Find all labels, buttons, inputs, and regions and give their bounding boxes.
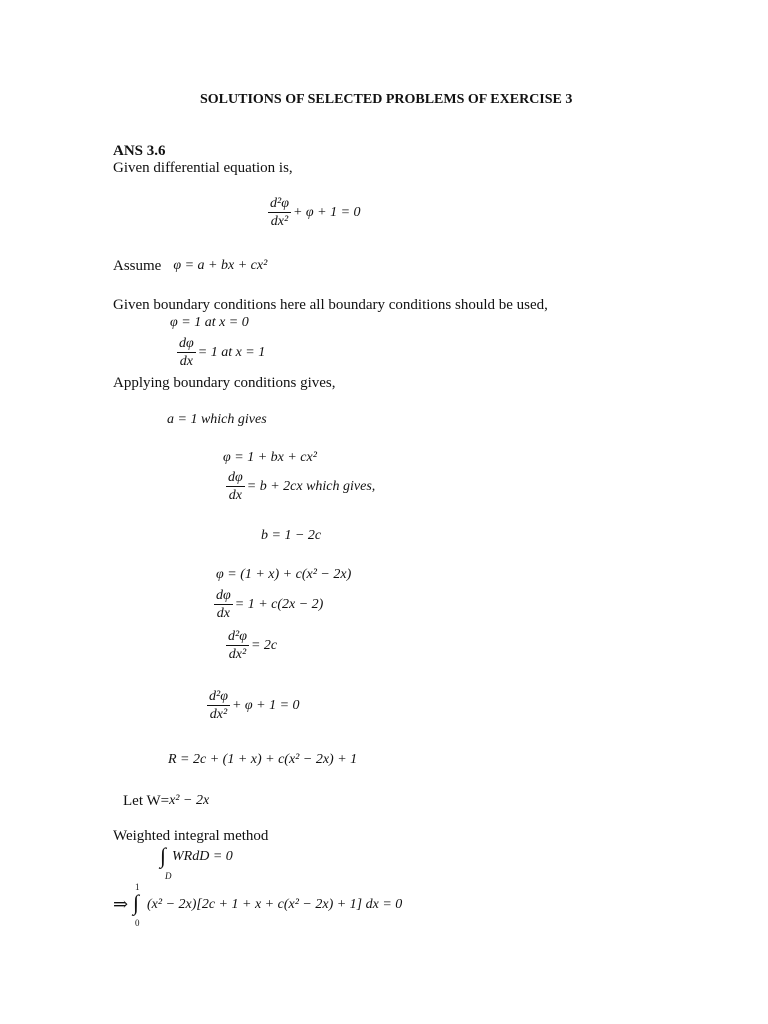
dphi1-numerator: dφ	[228, 470, 243, 485]
b-result: b = 1 − 2c	[261, 528, 322, 543]
ode-denominator: dx²	[270, 214, 289, 229]
boundary-conditions-intro: Given boundary conditions here all boundary conditions should be used,	[113, 297, 548, 313]
bc2-numerator: dφ	[179, 336, 194, 351]
assume-expression: φ = a + bx + cx²	[173, 258, 268, 273]
dphi2-denominator: dx	[216, 606, 230, 621]
intro-text: Given differential equation is,	[113, 160, 293, 176]
ode-tail: + φ + 1 = 0	[292, 204, 361, 220]
integral-lower-limit: 0	[135, 918, 140, 928]
ode2-tail: + φ + 1 = 0	[231, 697, 300, 713]
integral-sign: ∫	[160, 843, 167, 868]
weight-function-line	[123, 792, 209, 810]
assume-label: Assume	[113, 258, 162, 274]
ode2-numerator: d²φ	[209, 689, 228, 704]
first-derivative-2	[214, 588, 323, 621]
second-derivative	[226, 629, 277, 662]
weighted-integrand: WRdD = 0	[172, 849, 233, 864]
dphi1-denominator: dx	[228, 488, 242, 503]
integral-lower-domain: D	[165, 871, 172, 881]
answer-heading: ANS 3.6	[113, 143, 166, 159]
bc2-denominator: dx	[179, 354, 193, 369]
definite-integral-sign: ∫	[133, 890, 140, 915]
boundary-condition-2	[177, 336, 265, 369]
d2phi-numerator: d²φ	[228, 629, 247, 644]
phi-expression-1: φ = 1 + bx + cx²	[223, 450, 317, 465]
differential-equation-repeat	[207, 689, 300, 722]
integral-upper-limit: 1	[135, 882, 140, 892]
a-result: a = 1 which gives	[167, 412, 267, 427]
method-heading: Weighted integral method	[113, 828, 269, 844]
dphi2-numerator: dφ	[216, 588, 231, 603]
phi-expression-2: φ = (1 + x) + c(x² − 2x)	[216, 567, 352, 582]
d2phi-denominator: dx²	[228, 647, 247, 662]
dphi1-tail: = b + 2cx which gives,	[246, 478, 376, 494]
weight-expression: x² − 2x	[169, 793, 210, 808]
ode-numerator: d²φ	[270, 196, 289, 211]
differential-equation	[268, 196, 361, 229]
d2phi-tail: = 2c	[250, 637, 278, 653]
implies-arrow: ⇒	[113, 894, 129, 914]
weight-label: Let W=	[123, 793, 170, 809]
weighted-integral	[160, 845, 280, 885]
final-integrand: (x² − 2x)[2c + 1 + x + c(x² − 2x) + 1] dx = 0	[147, 897, 403, 912]
first-derivative-1	[226, 470, 375, 503]
apply-text: Applying boundary conditions gives,	[113, 375, 336, 391]
assumption-line	[113, 257, 267, 275]
residual-expression: R = 2c + (1 + x) + c(x² − 2x) + 1	[168, 752, 358, 767]
page-title: SOLUTIONS OF SELECTED PROBLEMS OF EXERCISE 3	[200, 92, 573, 107]
dphi2-tail: = 1 + c(2x − 2)	[234, 596, 324, 612]
final-integral-equation	[113, 882, 413, 930]
ode2-denominator: dx²	[209, 707, 228, 722]
bc2-tail: = 1 at x = 1	[197, 344, 266, 360]
boundary-condition-1: φ = 1 at x = 0	[170, 315, 249, 330]
